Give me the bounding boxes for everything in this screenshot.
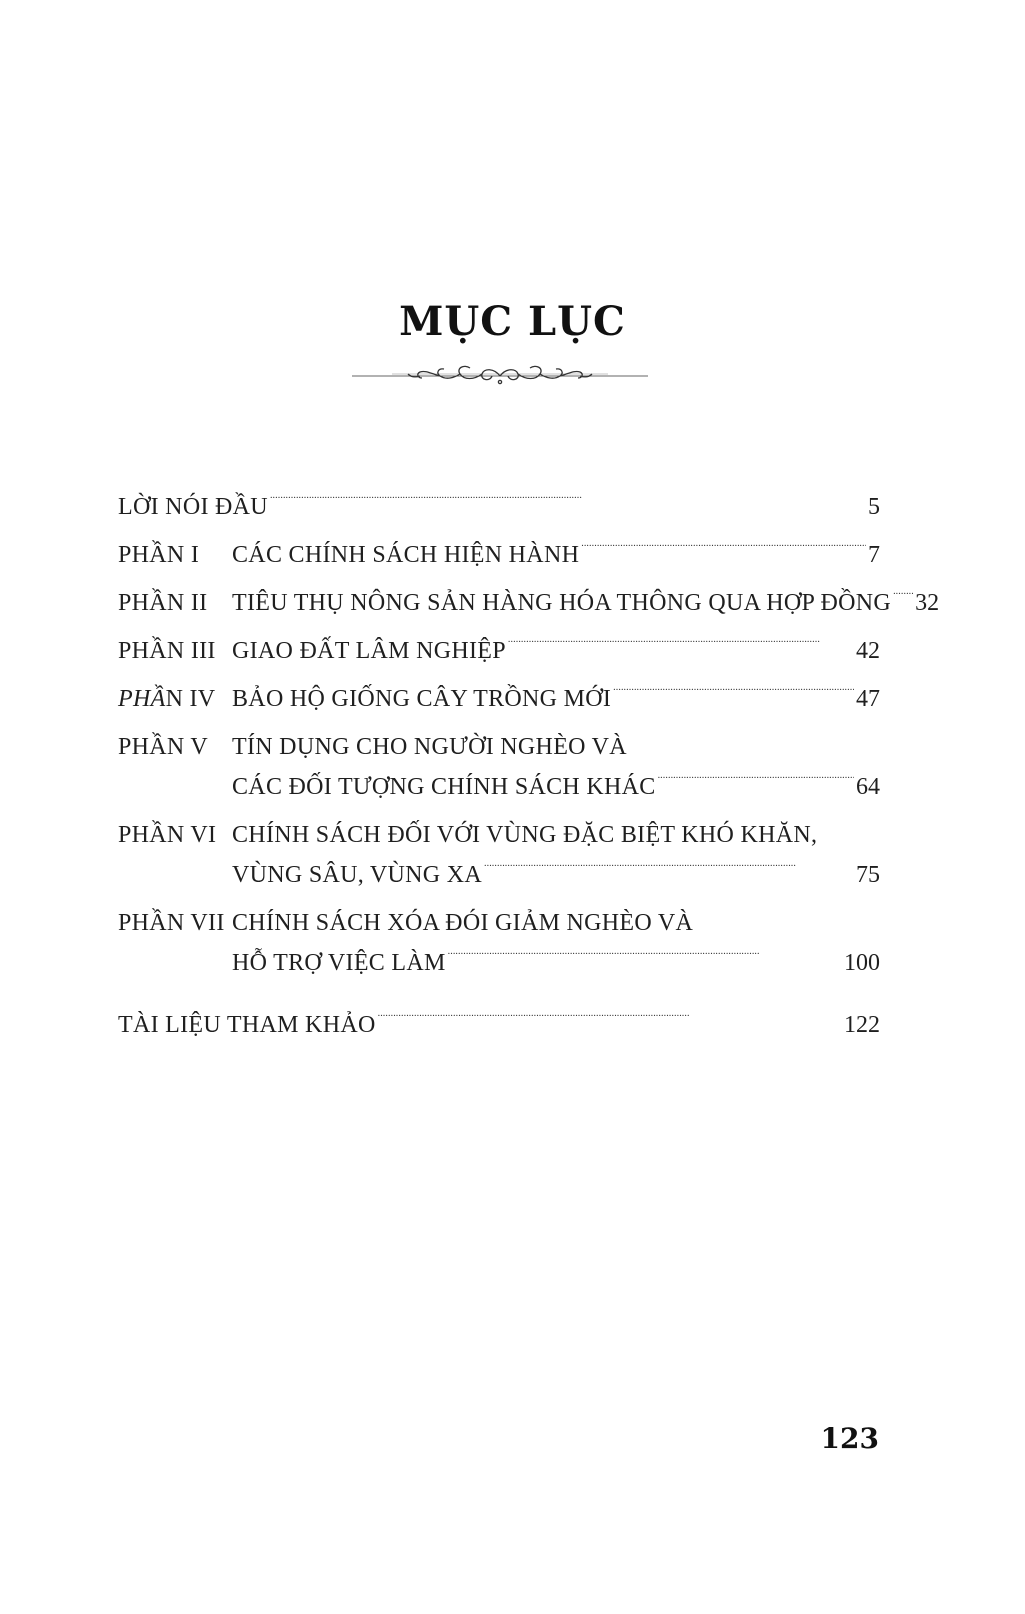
dot-leader: [613, 686, 854, 706]
toc-label: CÁC CHÍNH SÁCH HIỆN HÀNH: [232, 542, 580, 568]
toc-entry-part-7-cont[interactable]: [118, 943, 880, 983]
toc-label-line-1: CHÍNH SÁCH ĐỐI VỚI VÙNG ĐẶC BIỆT KHÓ KHĂN,: [232, 822, 818, 848]
toc-part-label: PHẦN IV: [118, 686, 216, 712]
dot-leader: [508, 638, 854, 658]
toc-part-label: PHẦN II: [118, 590, 208, 616]
table-of-contents: [118, 487, 940, 1045]
dot-leader: [270, 494, 866, 514]
toc-page-number: 100: [844, 950, 880, 976]
toc-part-label: PHẦN I: [118, 542, 200, 568]
toc-entry-part-7[interactable]: [118, 903, 880, 943]
toc-entry-part-5[interactable]: [118, 727, 880, 767]
toc-entry-part-3[interactable]: [118, 631, 880, 671]
toc-page-number: 47: [856, 686, 880, 712]
toc-page-number: 122: [844, 1012, 880, 1038]
toc-page-number: 5: [868, 494, 880, 520]
toc-label: TIÊU THỤ NÔNG SẢN HÀNG HÓA THÔNG QUA HỢP ĐỒNG: [232, 590, 892, 616]
toc-part-label: PHẦN VI: [118, 822, 217, 848]
toc-entry-part-4[interactable]: [118, 679, 880, 719]
toc-label-line-2: CÁC ĐỐI TƯỢNG CHÍNH SÁCH KHÁC: [232, 774, 656, 800]
dot-leader: [484, 862, 854, 882]
page-title: MỤC LỤC: [399, 298, 626, 345]
toc-entry-references[interactable]: [118, 1005, 880, 1045]
toc-page-number: 75: [856, 862, 880, 888]
toc-page-number: 64: [856, 774, 880, 800]
toc-label: BẢO HỘ GIỐNG CÂY TRỒNG MỚI: [232, 686, 612, 712]
toc-page-number: 42: [856, 638, 880, 664]
toc-label-line-2: VÙNG SÂU, VÙNG XA: [232, 862, 482, 888]
toc-label-line-1: CHÍNH SÁCH XÓA ĐÓI GIẢM NGHÈO VÀ: [232, 910, 694, 936]
toc-entry-part-6-cont[interactable]: [118, 855, 880, 895]
toc-label-line-1: TÍN DỤNG CHO NGƯỜI NGHÈO VÀ: [232, 734, 627, 760]
toc-entry-part-5-cont[interactable]: [118, 767, 880, 807]
toc-label: TÀI LIỆU THAM KHẢO: [118, 1012, 376, 1038]
dot-leader: [378, 1012, 842, 1032]
toc-page-number: 7: [868, 542, 880, 568]
flourish-divider-icon: [352, 362, 648, 390]
toc-part-label: PHẦN V: [118, 734, 209, 760]
toc-part-label: PHẦN VII: [118, 910, 225, 936]
toc-label: GIAO ĐẤT LÂM NGHIỆP: [232, 638, 506, 664]
toc-label: LỜI NÓI ĐẦU: [118, 494, 268, 520]
toc-entry-part-1[interactable]: [118, 535, 880, 575]
toc-part-label: PHẦN III: [118, 638, 216, 664]
toc-entry-part-6[interactable]: [118, 815, 880, 855]
dot-leader: [658, 774, 854, 794]
dot-leader: [893, 590, 913, 610]
toc-entry-preface[interactable]: [118, 487, 880, 527]
dot-leader: [581, 542, 866, 562]
toc-entry-part-2[interactable]: [118, 583, 940, 623]
dot-leader: [448, 950, 842, 970]
toc-label-line-2: HỖ TRỢ VIỆC LÀM: [232, 950, 446, 976]
toc-page-number: 32: [915, 590, 940, 616]
page-number-folio: 123: [820, 1422, 879, 1455]
